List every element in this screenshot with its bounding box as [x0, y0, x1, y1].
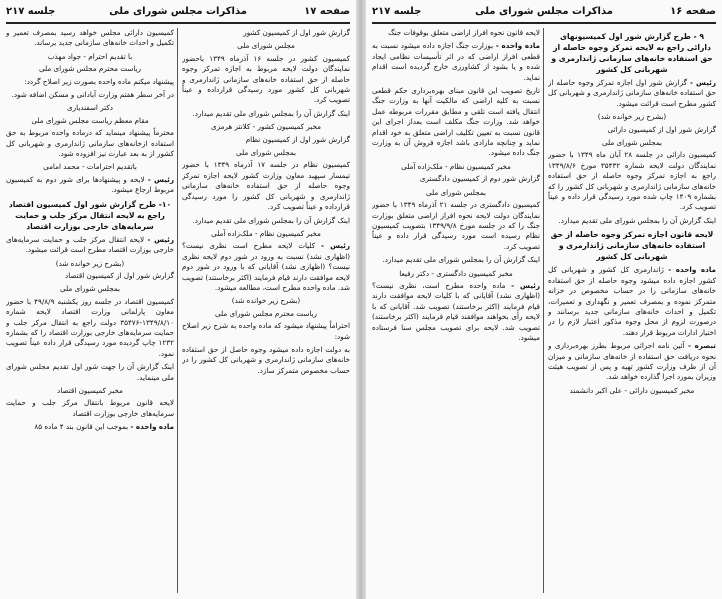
centered-line: مخبر کمیسیون اقتصاد	[57, 385, 123, 395]
page-number: صفحه ۱۷	[304, 6, 350, 17]
speaker-label: تبصره -	[687, 341, 716, 351]
page-number: صفحه ۱۶	[670, 6, 716, 17]
paragraph: اینک گزارش آن را جهت شور اول تقدیم مجلس شورای ملی مینماید.	[6, 362, 174, 382]
text-column-left	[6, 28, 174, 593]
speaker-text: کلیات لایحه مطرح است نظری نیست؟ (اظهاری نشد) نسبت به ورود در شور دوم لایحه نظری نیست؟ (اظهاری نشد) آقایانی که با ورود در شور دوم لایحه موافقت دارند قیام فرمایند (اکثر برخاستند) تصویب شد. ماده واحده مطرح است، مطالعه میشود.	[182, 241, 350, 292]
speaker-label: رئیس -	[511, 280, 540, 290]
left-page	[0, 0, 356, 599]
paragraph: به دولت اجازه داده میشود وجوه حاصل از حق استفاده خانه‌های سازمانی ژاندارمری و شهربانی کل کشور را در حساب مخصوص متمرکز سازد.	[182, 344, 350, 375]
paragraph: لایحه قانون مربوط بانتقال مرکز جلب و حمایت سرمایه‌های خارجی بوزارت اقتصاد	[6, 398, 174, 418]
speaker-paragraph	[372, 281, 540, 343]
session-number: جلسه ۲۱۷	[372, 6, 422, 17]
paragraph: گزارش شور اول از کمیسیون نظام	[245, 134, 350, 144]
text-column-right	[548, 28, 716, 593]
paragraph: کمیسیون اقتصاد در جلسه روز یکشنبه ۴۹/۸/۹ با حضور معاون پارلمانی وزارت اقتصاد لایحه شماره ۱۳۴۹/۸/۱۰-۳۵۴۷۶ دولت راجع به انتقال مرکز جلب و حمایت سرمایه‌های خارجی بوزارت اقتصاد را که بشماره ۱۲۳۲ چاپ گردیده مورد رسیدگی قرار داده عیناً تصویب نمود.	[6, 296, 174, 358]
paragraph: لایحه قانون نحوه افراز اراضی متعلق بوقوفات جنگ	[388, 28, 540, 37]
paragraph: کمیسیون دادگستری در جلسه ۲۱ آذرماه ۱۳۴۹ با حضور نمایندگان دولت لایحه نحوه افراز اراضی متعلق بوزارت جنگ را که در جلسه مورخ ۱۳۴۹/۹/۸ بتصویب کمیسیون نظام رسیده است مورد رسیدگی قرار داده و عیناً تصویب کرد.	[372, 200, 540, 251]
section-heading: لایحه قانون اجازه تمرکز وجوه حاصله از حق استفاده خانه‌های سازمانی ژاندارمری و شهربانی کل کشور	[550, 230, 714, 262]
paragraph: گزارش شور اول از کمیسیون اقتصاد	[65, 270, 174, 280]
centered-line: بمجلس شورای ملی	[236, 148, 296, 158]
session-number: جلسه ۲۱۷	[6, 6, 56, 17]
paragraph: گزارش شور دوم از کمیسیون دادگستری	[419, 174, 540, 184]
centered-line: مخبر کمیسیون دادگستری - دکتر رفیعا	[399, 268, 513, 278]
speaker-label: رئیس -	[689, 78, 716, 87]
section-heading: ۱۰- طرح گزارش شور اول کمیسیون اقتصاد راجع به لایحه انتقال مرکز جلب و حمایت سرمایه‌های خارجی بوزارت اقتصاد	[8, 199, 172, 231]
paragraph: اینک گزارش آن را بمجلس شورای ملی تقدیم میدارد.	[192, 108, 350, 118]
centered-line: با تقدیم احترام - جواد مهذب	[47, 51, 133, 61]
speaker-paragraph	[548, 78, 716, 109]
speaker-paragraph	[182, 241, 350, 293]
paragraph: کمیسیون دارائی مجلس خواهد رسید بمصرف تعمیر و تکمیل و احداث خانه‌های سازمانی جدید برساند.	[6, 28, 174, 48]
speaker-label: رئیس -	[147, 234, 174, 244]
centered-line: (بشرح زیر خوانده شد)	[55, 258, 125, 268]
section-heading: ۹ - طرح گزارش شور اول کمیسیونهای دارائی راجع به لایحه تمرکز وجوه حاصله از حق استفاده خانه‌های سازمانی ژاندارمری و شهربانی کل کشور	[551, 32, 713, 74]
speaker-label: رئیس -	[147, 174, 174, 184]
paragraph: کمیسیون نظام در جلسه ۱۷ آذرماه ۱۳۴۹ با حضور تیمسار سپهبد معاون وزارت کشور لایحه اجازه تمرکز وجوه حاصله از حق استفاده خانه‌های سازمانی ژاندارمری و شهربانی کل کشور را مورد رسیدگی قرارداده و عیناً تصویب کرد.	[182, 160, 350, 212]
centered-line: باتقدیم احترامات - محمد امامی	[43, 162, 137, 172]
speaker-text: ژاندارمری کل کشور و شهربانی کل کشور اجازه داده میشود وجوه حاصله از حق استفاده خانه‌های سازمانی را در حساب مخصوص در خزانه متمرکز نموده و بمصرف تعمیر و نگهداری و تعمیرات، تکمیل و احداث خانه‌های سازمانی جدید برسانند و درصورت لزوم از محل وجوه مذکور اعتبار لازم را در اختیار ادارات مربوط قرار دهند.	[548, 265, 716, 337]
centered-line: (بشرح زیر خوانده شد)	[597, 112, 667, 122]
page-header	[372, 4, 716, 24]
paragraph: گزارش شور اول از کمیسیون کشور	[243, 28, 350, 37]
paragraph: پیشنهاد میکنم ماده واحده بصورت زیر اصلاح گردد:	[24, 76, 174, 86]
paragraph: اینک گزارش آن را بمجلس شورای ملی تقدیم میدارد.	[558, 215, 716, 225]
paragraph: گزارش شور اول از کمیسیون دارائی	[607, 124, 716, 134]
paragraph: کمیسیون کشور در جلسه ۱۶ آذرماه ۱۳۴۹ باحضور نمایندگان دولت لایحه مربوط به اجازه تمرکز وجوه حاصله از حق استفاده خانه‌های سازمانی ژاندارمری و شهربانی کل کشور مورد رسیدگی قرارداده و عیناً تصویب کرد.	[182, 53, 350, 105]
running-title: مذاکرات مجلس شورای ملی	[109, 6, 247, 17]
text-column-right	[182, 28, 350, 593]
centered-line: (بشرح زیر خوانده شد)	[231, 296, 301, 306]
speaker-label: ماده واحده -	[130, 422, 174, 432]
centered-line: مخبر کمیسیون کشور - کلانتر هرمزی	[210, 122, 322, 132]
book-gutter	[356, 0, 366, 599]
page-header	[6, 4, 350, 24]
speaker-label: ماده واحده -	[668, 265, 716, 275]
text-column-left	[372, 28, 540, 593]
paragraph: احتراماً پیشنهاد میشود که ماده واحده به شرح زیر اصلاح شود:	[182, 321, 350, 341]
speaker-paragraph	[548, 265, 716, 338]
speaker-text: لایحه انتقال مرکز جلب و حمایت سرمایه‌های خارجی بوزارت اقتصاد مطرح است قرائت میشود.	[6, 234, 174, 255]
speaker-text: بموجب این قانون بند ۴ ماده ۸۵	[34, 422, 129, 432]
speaker-text: بوزارت جنگ اجازه داده میشود نسبت به قطعی افراز اراضی که در اثر تأسیسات نظامی ایجاد شده و یا بشود از کشاورزی خارج گردیده است اقدام نماید.	[372, 41, 540, 82]
centered-line: ریاست محترم مجلس شورای ملی	[214, 308, 318, 318]
column-divider	[543, 28, 544, 593]
speaker-paragraph	[6, 422, 174, 432]
speaker-text: گزارش شور اول اجازه تمرکز وجوه حاصله از حق استفاده خانه‌های سازمانی ژاندارمری و شهربانی کل کشور مطرح است قرائت میشود.	[548, 78, 716, 108]
centered-line: مجلس شورای ملی	[237, 41, 295, 51]
paragraph: در آخر سطر هفتم وزارت آبادانی و مسکن اضافه شود.	[11, 90, 174, 100]
right-page	[366, 0, 722, 599]
column-divider	[177, 28, 178, 593]
speaker-text: ماده واحده مطرح است، نظری نیست؟ (اظهاری نشد) آقایانی که با کلیات لایحه موافقت دارند قیام فرمایند (اکثر برخاستند) تصویب شد. آقایانی که با لایحه رأی بخواهند موافقند قیام فرمایند (اکثر برخاستند) تصویب شد. لایحه برای تصویب مجلس سنا فرستاده میشود.	[372, 280, 540, 342]
speaker-paragraph	[548, 341, 716, 383]
speaker-paragraph	[6, 175, 174, 196]
paragraph: محترماً پیشنهاد مینماید که درماده واحده مربوط به حق استفاده ازخانه‌های سازمانی ژاندارمری و شهربانی کل کشور از به بعد عبارت نیز افزوده شود.	[6, 128, 174, 159]
centered-line: مخبر کمیسیون نظام - ملک‌زاده آملی	[401, 161, 511, 171]
speaker-label: ماده واحده -	[495, 41, 540, 51]
paragraph: اینک گزارش آن را بمجلس شورای ملی تقدیم میدارد.	[382, 255, 540, 265]
centered-line: مقام معظم ریاست مجلس شورای ملی	[31, 115, 149, 125]
centered-line: مخبر کمیسیون نظام - ملک‌زاده آملی	[211, 228, 321, 238]
centered-line: مخبر کمیسیون دارائی - علی اکبر دانشمند	[569, 385, 695, 395]
paragraph: اینک گزارش آن را بمجلس شورای ملی تقدیم میدارد.	[192, 215, 350, 225]
centered-line: بمجلس شورای ملی	[426, 187, 486, 197]
paragraph: کمیسیون دارائی در جلسه ۲۸ آبان ماه ۱۳۴۹ با حضور نمایندگان دولت لایحه شماره ۳۵۴۳۲ مورخ ۱۳۴۹/۸/۶ راجع به اجازه تمرکز وجوه حاصله از حق استفاده خانه‌های سازمانی ژاندارمری و شهربانی کل کشور را که بشماره ۱۴۰۹ چاپ شده مورد رسیدگی قرار داده و عیناً تصویب کرد.	[548, 150, 716, 212]
paragraph: تاریخ تصویب این قانون مبنای بهره‌برداری حکم قطعی نسبت به کلیه اراضی که مالکیت آنها به وزارت جنگ انتقال یافته است تلقی و مطابق مقررات مربوطه عمل خواهد شد. وزارت جنگ مکلف است بعداز اجرای این قانون نسبت به تعیین تکلیف اراضی متعلق به خود اقدام نماید و چنانچه مازادی باشد اجازه فروش آن به وزارت جنگ داده میشود.	[372, 86, 540, 158]
speaker-text: لایحه و پیشنهادها برای شور دوم به کمیسیون مربوط ارجاع میشود.	[6, 174, 174, 195]
running-title: مذاکرات مجلس شورای ملی	[475, 6, 613, 17]
centered-line: بمجلس شورای ملی	[602, 138, 662, 148]
speaker-label: رئیس -	[321, 241, 350, 251]
speaker-paragraph	[372, 41, 540, 83]
speaker-paragraph	[6, 235, 174, 256]
centered-line: دکتر اسفندیاری	[67, 103, 113, 113]
centered-line: بمجلس شورای ملی	[60, 284, 120, 294]
centered-line: ریاست محترم مجلس شورای ملی	[38, 64, 142, 74]
speaker-text: آئین نامه اجرائی مربوط بطرز بهره‌برداری و نحوه دریافت حق استفاده از خانه‌های سازمانی و میزان آن از طرف وزارت کشور تهیه و پس از تصویب هیئت وزیران بمورد اجرا گذارده خواهد شد.	[548, 341, 716, 382]
